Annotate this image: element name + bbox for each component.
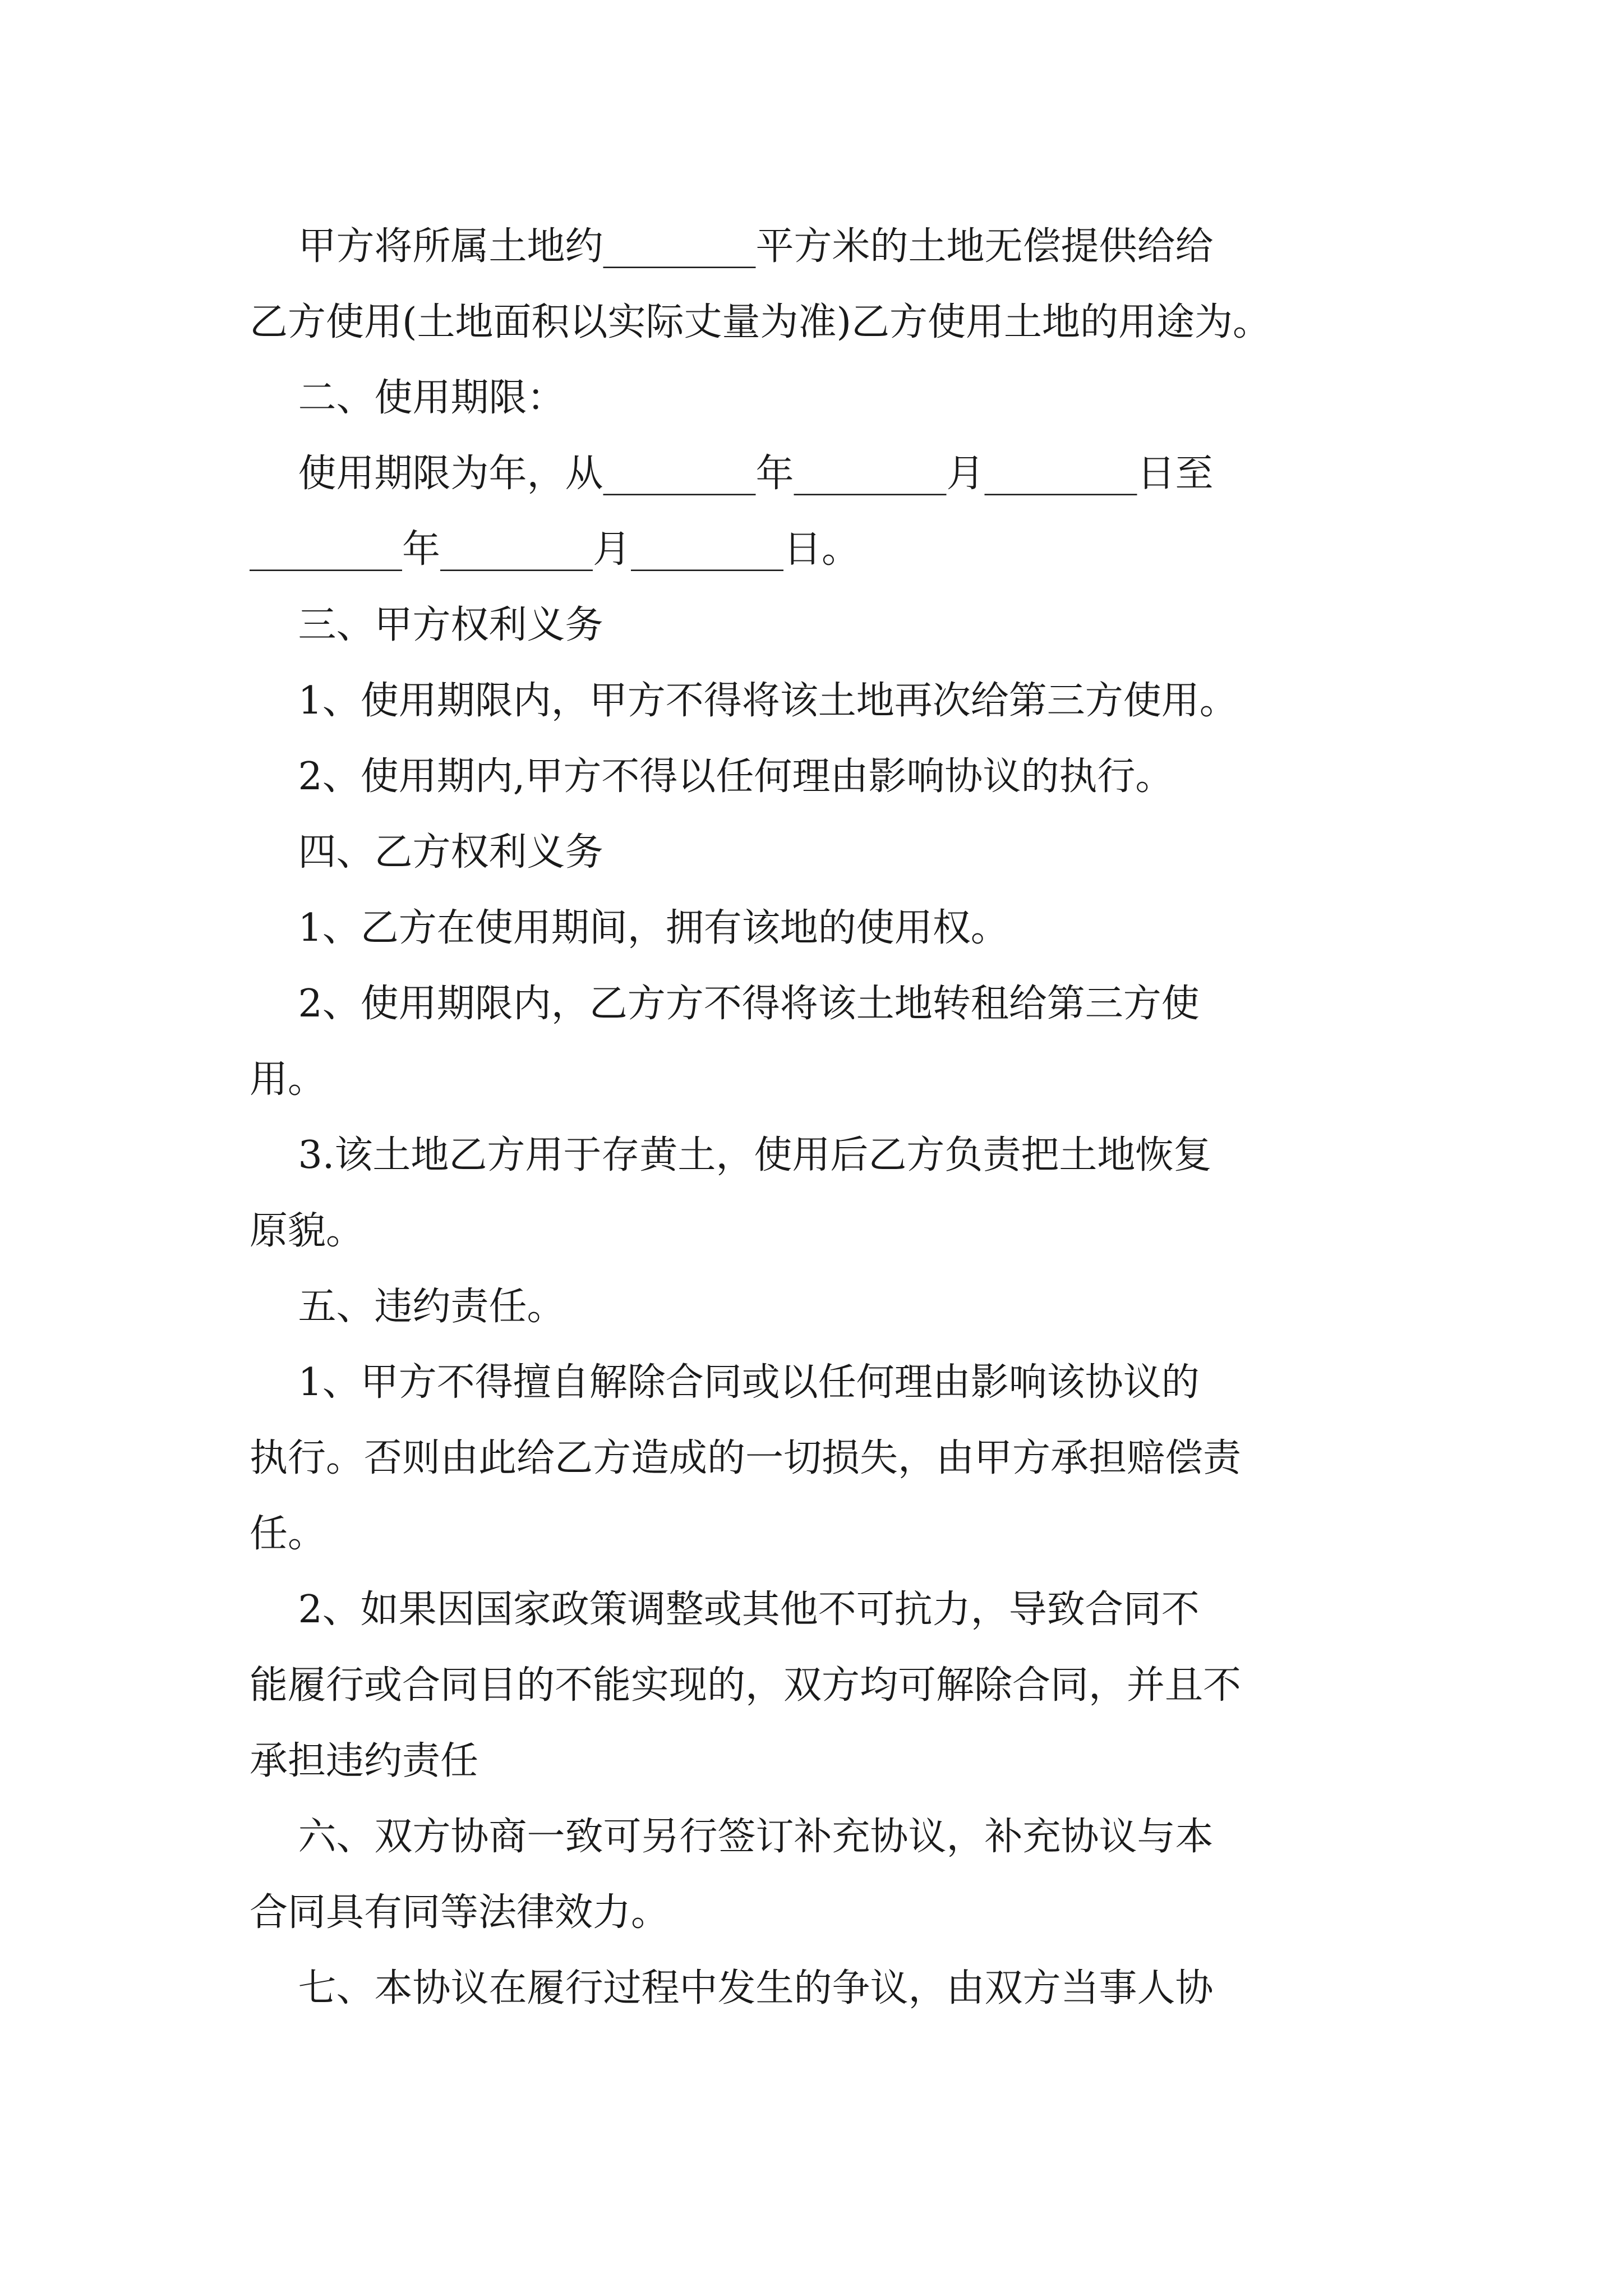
- text-line: 用。: [250, 1057, 326, 1102]
- text-line: 能履行或合同目的不能实现的，双方均可解除合同，并且不: [250, 1663, 1242, 1708]
- section-heading: 五、违约责任。: [250, 1285, 565, 1329]
- text-line: 乙方使用(土地面积以实际丈量为准)乙方使用土地的用途为。: [250, 300, 1271, 344]
- text-line: ________年________月________日。: [250, 527, 860, 572]
- text-line: 七、本协议在履行过程中发生的争议，由双方当事人协: [250, 1966, 1214, 2010]
- text-line: 2、使用期限内，乙方方不得将该土地转租给第三方使: [250, 982, 1200, 1026]
- text-line: 1、使用期限内，甲方不得将该土地再次给第三方使用。: [250, 679, 1238, 723]
- text-line: 承担违约责任: [250, 1739, 479, 1783]
- section-heading: 二、使用期限：: [250, 376, 565, 420]
- text-line: 任。: [250, 1512, 326, 1556]
- text-line: 甲方将所属土地约________平方米的土地无偿提供给给: [250, 224, 1214, 269]
- text-line: 3.该土地乙方用于存黄土，使用后乙方负责把土地恢复: [250, 1133, 1212, 1177]
- text-line: 1、甲方不得擅自解除合同或以任何理由影响该协议的: [250, 1360, 1200, 1405]
- text-line: 原貌。: [250, 1209, 365, 1253]
- text-line: 2、如果因国家政策调整或其他不可抗力，导致合同不: [250, 1588, 1200, 1632]
- section-heading: 三、甲方权利义务: [250, 603, 603, 647]
- text-line: 2、使用期内,甲方不得以任何理由影响协议的执行。: [250, 754, 1174, 799]
- text-line: 1、乙方在使用期间，拥有该地的使用权。: [250, 906, 1009, 950]
- section-heading: 四、乙方权利义务: [250, 830, 603, 875]
- text-line: 六、双方协商一致可另行签订补充协议，补充协议与本: [250, 1815, 1214, 1859]
- text-line: 合同具有同等法律效力。: [250, 1890, 670, 1935]
- text-line: 使用期限为年，从________年________月________日至: [250, 452, 1214, 496]
- text-line: 执行。否则由此给乙方造成的一切损失，由甲方承担赔偿责: [250, 1436, 1242, 1480]
